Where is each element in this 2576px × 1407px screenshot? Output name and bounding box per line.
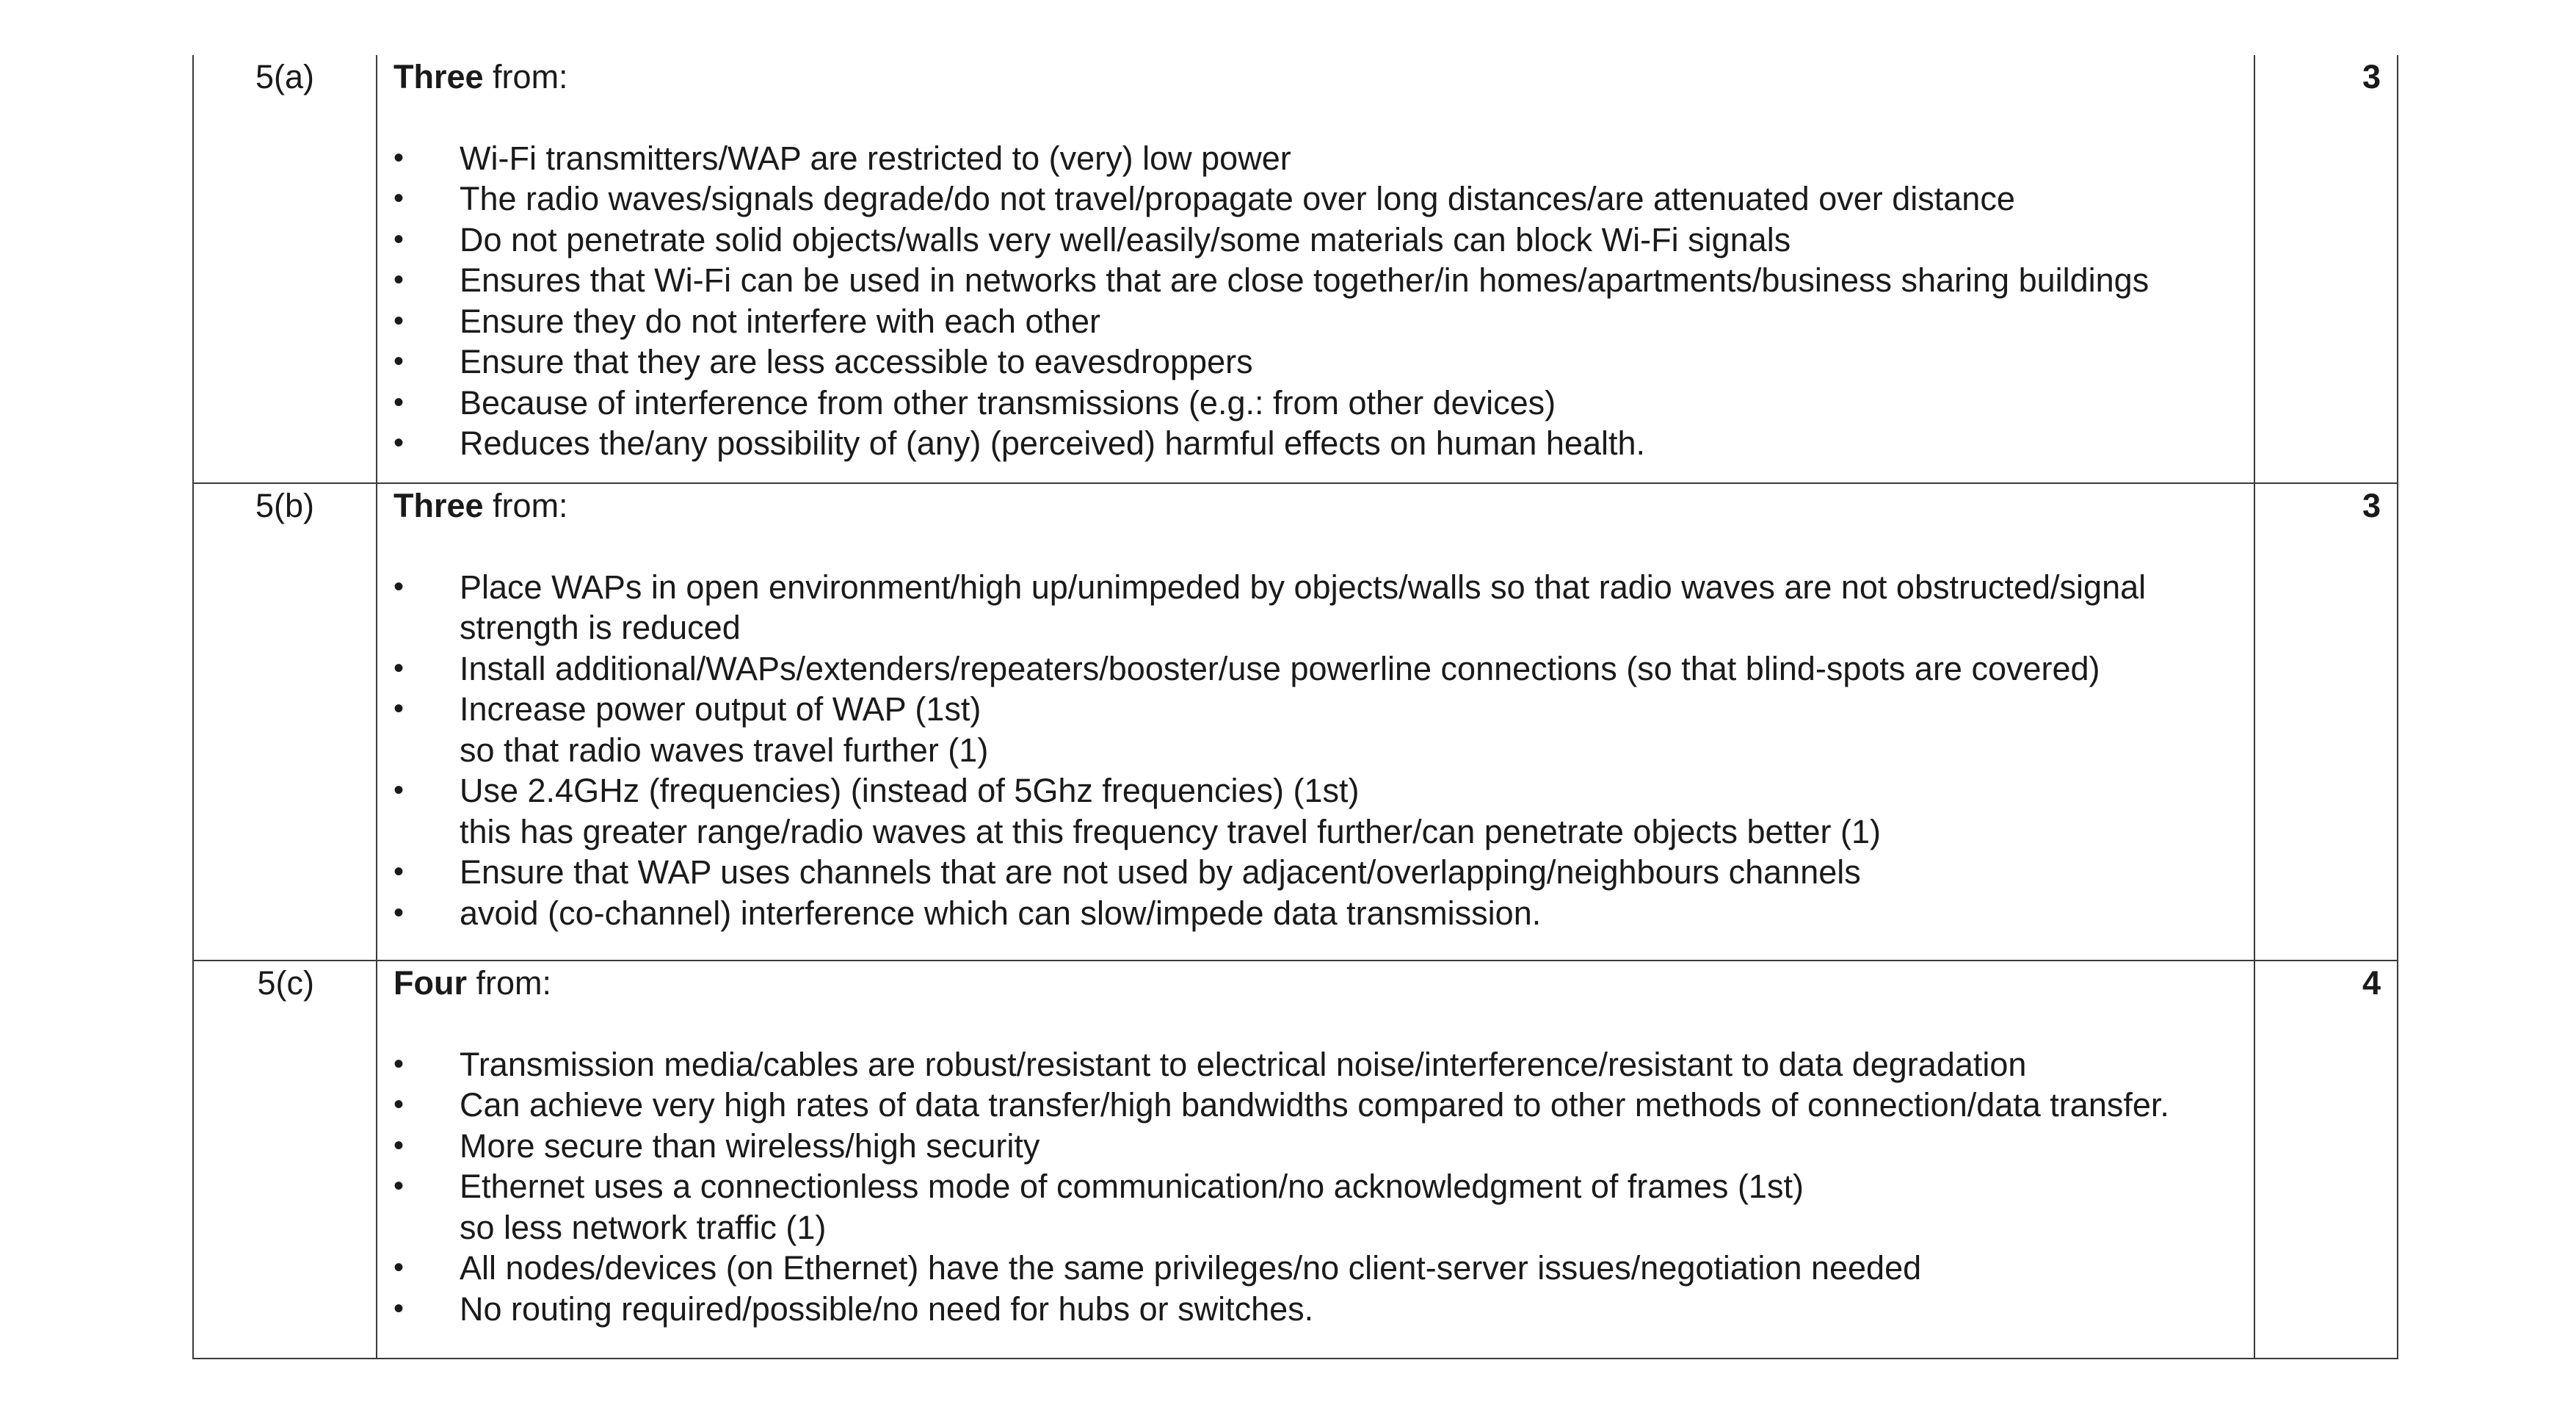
answer-intro bbox=[393, 57, 2239, 98]
marking-point-text: Ethernet uses a connectionless mode of communication/no acknowledgment of frames (1st) bbox=[460, 1168, 1804, 1205]
marking-point-text: Wi-Fi transmitters/WAP are restricted to (very) low power bbox=[460, 139, 1291, 177]
marking-point-continuation: this has greater range/radio waves at this frequency travel further/can penetrate objects better (1) bbox=[460, 812, 1882, 850]
marking-point bbox=[393, 138, 2239, 179]
marking-point-text: Ensures that Wi-Fi can be used in networks that are close together/in homes/apartments/business sharing buildings bbox=[460, 261, 2149, 299]
question-row bbox=[193, 55, 2398, 483]
marking-point bbox=[393, 260, 2239, 301]
marking-point-text: More secure than wireless/high security bbox=[460, 1126, 1040, 1165]
bullet-icon: • bbox=[393, 182, 404, 214]
bullet-icon: • bbox=[393, 1047, 404, 1080]
marks-value: 4 bbox=[2254, 961, 2398, 1359]
marking-points-list bbox=[393, 138, 2239, 464]
marking-point-text: Install additional/WAPs/extenders/repeaters/booster/use powerline connections (so that blind-spots are covered) bbox=[460, 649, 2100, 687]
marking-point-text: Can achieve very high rates of data transfer/high bandwidths compared to other methods of connection/data transfer. bbox=[460, 1086, 2169, 1124]
mark-scheme-table bbox=[192, 55, 2398, 1359]
bullet-icon: • bbox=[393, 651, 404, 684]
marking-point-continuation: so less network traffic (1) bbox=[460, 1208, 827, 1246]
marking-point-text: Transmission media/cables are robust/resistant to electrical noise/interference/resistant to data degradation bbox=[460, 1045, 2027, 1083]
answer-count: Four bbox=[393, 964, 467, 1002]
marking-point-text: Increase power output of WAP (1st) bbox=[460, 690, 982, 728]
marking-point bbox=[393, 220, 2239, 261]
marking-point bbox=[393, 893, 2239, 934]
marking-point bbox=[393, 341, 2239, 383]
marking-point-text: All nodes/devices (on Ethernet) have the same privileges/no client-server issues/negotiation needed bbox=[460, 1249, 1922, 1287]
answer-intro bbox=[393, 963, 2239, 1004]
bullet-icon: • bbox=[393, 1170, 404, 1202]
answer-intro-text: from: bbox=[466, 964, 551, 1002]
marking-point-continuation: strength is reduced bbox=[460, 609, 741, 646]
marking-point-text: Ensure that WAP uses channels that are not used by adjacent/overlapping/neighbours channels bbox=[460, 853, 1861, 891]
bullet-icon: • bbox=[393, 427, 404, 459]
marking-point bbox=[393, 1126, 2239, 1167]
marking-point bbox=[393, 1289, 2239, 1330]
marking-point bbox=[393, 567, 2239, 648]
bullet-icon: • bbox=[393, 692, 404, 725]
question-number: 5(a) bbox=[193, 55, 377, 483]
marking-points-list bbox=[393, 567, 2239, 934]
question-number: 5(b) bbox=[193, 483, 377, 961]
marking-points-list bbox=[393, 1044, 2239, 1330]
marking-point-text: Because of interference from other transmissions (e.g.: from other devices) bbox=[460, 383, 1556, 422]
marking-point-text: No routing required/possible/no need for hubs or switches. bbox=[460, 1290, 1314, 1328]
marking-point-text: Use 2.4GHz (frequencies) (instead of 5Ghz frequencies) (1st) bbox=[460, 772, 1360, 809]
answer-cell bbox=[377, 483, 2254, 961]
answer-intro-text: from: bbox=[483, 487, 568, 524]
marking-point bbox=[393, 383, 2239, 424]
question-row bbox=[193, 961, 2398, 1359]
question-row bbox=[193, 483, 2398, 961]
bullet-icon: • bbox=[393, 1251, 404, 1284]
marking-point-text: avoid (co-channel) interference which can slow/impede data transmission. bbox=[460, 894, 1542, 932]
marking-point-text: Do not penetrate solid objects/walls very well/easily/some materials can block Wi-Fi signals bbox=[460, 220, 1791, 258]
marks-value: 3 bbox=[2254, 483, 2398, 961]
marking-point bbox=[393, 648, 2239, 690]
marking-point bbox=[393, 689, 2239, 770]
answer-intro-text: from: bbox=[483, 58, 568, 95]
marking-point bbox=[393, 423, 2239, 464]
marking-point bbox=[393, 1248, 2239, 1289]
marking-point-text: Ensure that they are less accessible to eavesdroppers bbox=[460, 343, 1253, 380]
marking-point bbox=[393, 1085, 2239, 1126]
bullet-icon: • bbox=[393, 345, 404, 377]
marking-point bbox=[393, 1044, 2239, 1085]
bullet-icon: • bbox=[393, 141, 404, 174]
marking-point bbox=[393, 1166, 2239, 1248]
bullet-icon: • bbox=[393, 856, 404, 888]
marking-point bbox=[393, 301, 2239, 342]
marking-point-text: Place WAPs in open environment/high up/unimpeded by objects/walls so that radio waves are not obstructed/signal bbox=[460, 568, 2147, 606]
bullet-icon: • bbox=[393, 570, 404, 603]
marking-point-continuation: so that radio waves travel further (1) bbox=[460, 731, 989, 769]
bullet-icon: • bbox=[393, 896, 404, 929]
bullet-icon: • bbox=[393, 1129, 404, 1162]
marking-point bbox=[393, 852, 2239, 893]
bullet-icon: • bbox=[393, 1292, 404, 1325]
bullet-icon: • bbox=[393, 774, 404, 806]
answer-count: Three bbox=[393, 487, 484, 524]
answer-intro bbox=[393, 485, 2239, 527]
marking-point-text: Ensure they do not interfere with each other bbox=[460, 302, 1101, 340]
marks-value: 3 bbox=[2254, 55, 2398, 483]
marking-point bbox=[393, 770, 2239, 852]
marking-point-text: The radio waves/signals degrade/do not travel/propagate over long distances/are attenuated over distance bbox=[460, 180, 2015, 217]
bullet-icon: • bbox=[393, 223, 404, 256]
question-number: 5(c) bbox=[193, 961, 377, 1359]
answer-cell bbox=[377, 55, 2254, 483]
marking-point bbox=[393, 178, 2239, 220]
mark-scheme-body bbox=[193, 55, 2398, 1359]
bullet-icon: • bbox=[393, 1088, 404, 1121]
marking-point-text: Reduces the/any possibility of (any) (perceived) harmful effects on human health. bbox=[460, 424, 1646, 462]
bullet-icon: • bbox=[393, 386, 404, 419]
bullet-icon: • bbox=[393, 264, 404, 296]
answer-count: Three bbox=[393, 58, 484, 95]
bullet-icon: • bbox=[393, 304, 404, 337]
answer-cell bbox=[377, 961, 2254, 1359]
